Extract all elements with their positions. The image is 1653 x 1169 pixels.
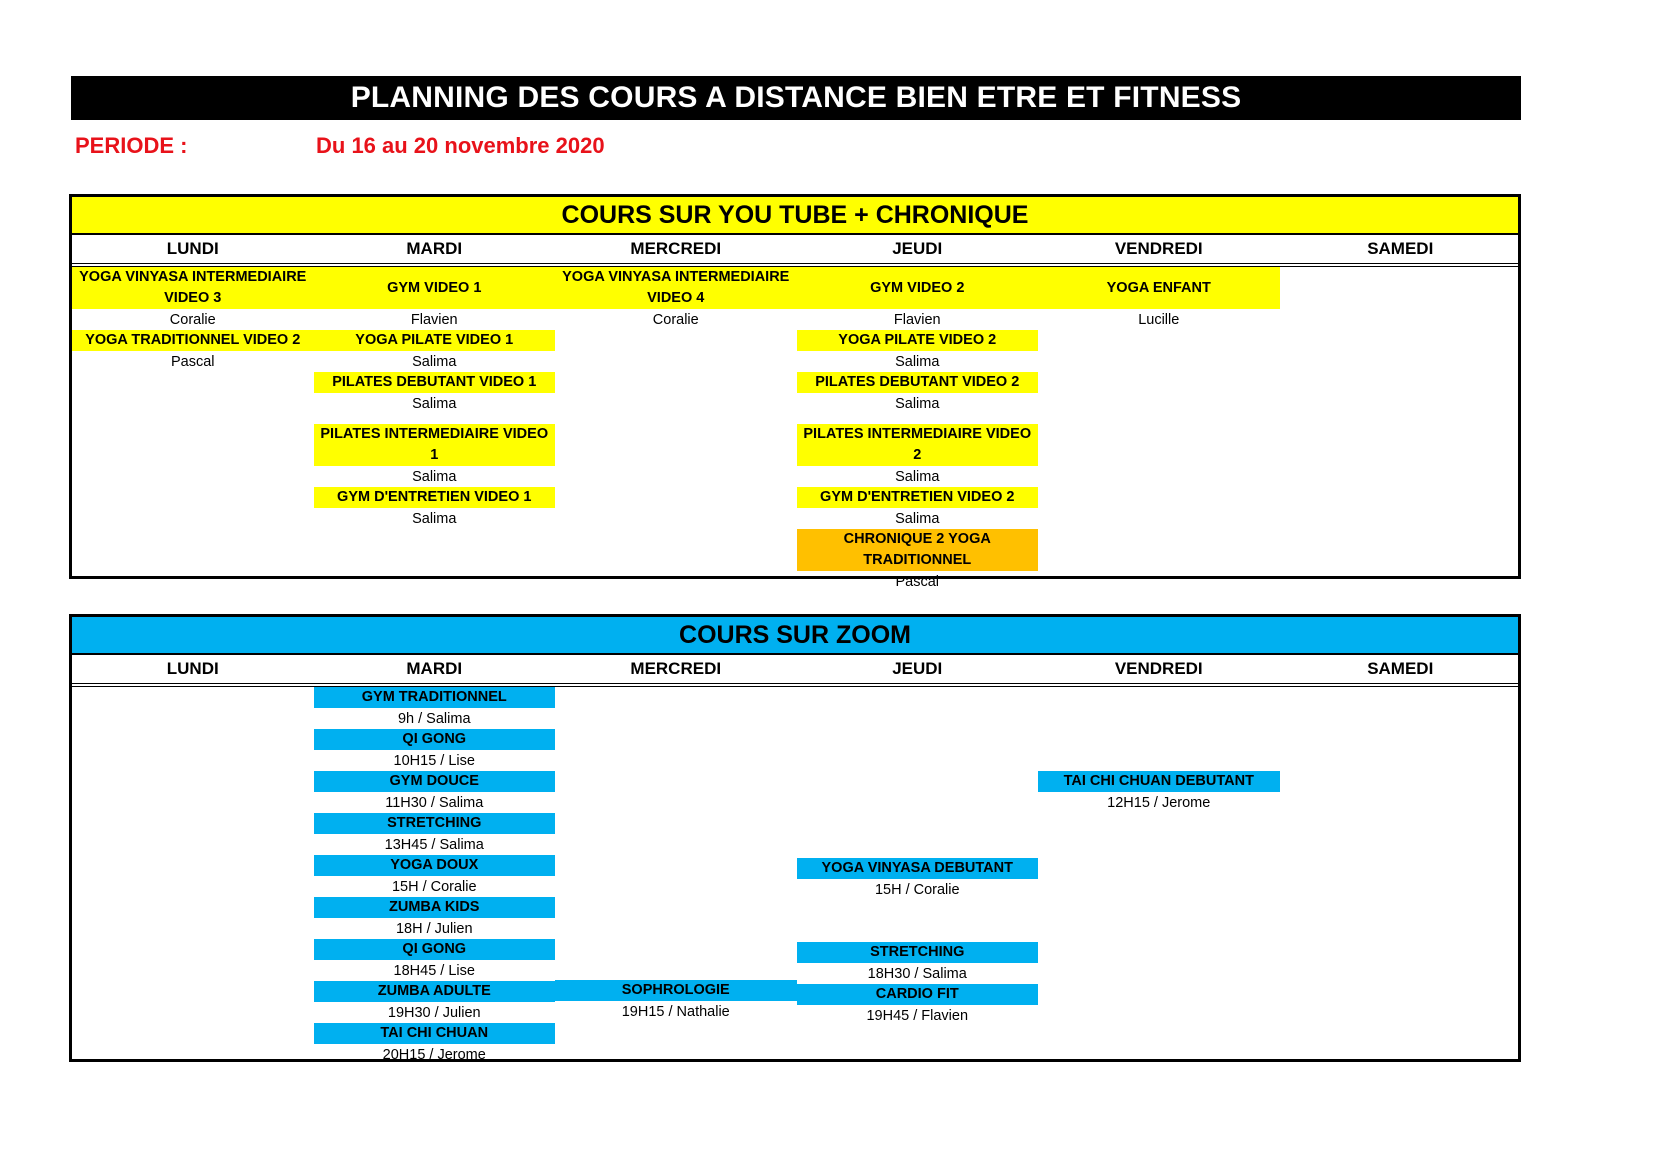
course-info: 19H30 / Julien bbox=[387, 1004, 481, 1021]
course-info: Salima bbox=[412, 510, 457, 527]
course-info: Flavien bbox=[410, 311, 458, 328]
course-info: 12H15 / Jerome bbox=[1107, 794, 1211, 811]
course-info: Coralie bbox=[652, 311, 699, 328]
page-title: PLANNING DES COURS A DISTANCE BIEN ETRE ET FITNESS bbox=[71, 76, 1521, 120]
day-header-vendredi: VENDREDI bbox=[1114, 659, 1203, 678]
course-title: GYM VIDEO 1 bbox=[314, 267, 556, 309]
column-jeudi bbox=[797, 267, 1039, 592]
day-header-mercredi: MERCREDI bbox=[630, 659, 722, 678]
day-header-vendredi: VENDREDI bbox=[1114, 239, 1203, 258]
column-samedi bbox=[1280, 687, 1522, 1065]
course-info: Salima bbox=[412, 468, 457, 485]
course-info: Salima bbox=[412, 353, 457, 370]
zoom-schedule bbox=[69, 614, 1521, 1062]
course-title: YOGA DOUX bbox=[314, 855, 556, 876]
course-title: YOGA VINYASA INTERMEDIAIRE VIDEO 4 bbox=[555, 267, 797, 309]
spacer bbox=[797, 414, 1039, 424]
course-info: Coralie bbox=[169, 311, 216, 328]
course-info: Salima bbox=[895, 468, 940, 485]
schedule-columns bbox=[72, 267, 1518, 592]
course-info: 18H / Julien bbox=[395, 920, 473, 937]
course-info: Lucille bbox=[1138, 311, 1180, 328]
course-title: YOGA PILATE VIDEO 1 bbox=[314, 330, 556, 351]
course-info: 15H / Coralie bbox=[874, 881, 960, 898]
course-info: Flavien bbox=[893, 311, 941, 328]
course-info: Salima bbox=[895, 395, 940, 412]
day-headers bbox=[72, 235, 1518, 267]
course-title: PILATES INTERMEDIAIRE VIDEO 2 bbox=[797, 424, 1039, 466]
course-info: 15H / Coralie bbox=[391, 878, 477, 895]
course-title: ZUMBA KIDS bbox=[314, 897, 556, 918]
column-vendredi bbox=[1038, 687, 1280, 1065]
course-title: GYM TRADITIONNEL bbox=[314, 687, 556, 708]
spacer bbox=[797, 687, 1039, 858]
course-info: Salima bbox=[895, 353, 940, 370]
schedule-columns bbox=[72, 687, 1518, 1065]
course-title: GYM VIDEO 2 bbox=[797, 267, 1039, 309]
course-title: CARDIO FIT bbox=[797, 984, 1039, 1005]
column-jeudi bbox=[797, 687, 1039, 1065]
course-title: QI GONG bbox=[314, 729, 556, 750]
day-headers bbox=[72, 655, 1518, 687]
course-info: 20H15 / Jerome bbox=[382, 1046, 486, 1063]
course-title: QI GONG bbox=[314, 939, 556, 960]
course-info: 18H45 / Lise bbox=[393, 962, 475, 979]
course-title: SOPHROLOGIE bbox=[555, 980, 797, 1001]
section-header: COURS SUR ZOOM bbox=[72, 617, 1518, 655]
column-samedi bbox=[1280, 267, 1522, 592]
column-mercredi bbox=[555, 267, 797, 592]
course-info: 19H15 / Nathalie bbox=[621, 1003, 730, 1020]
day-header-mardi: MARDI bbox=[406, 239, 463, 258]
course-info: Salima bbox=[412, 395, 457, 412]
spacer bbox=[555, 687, 797, 980]
section-header: COURS SUR YOU TUBE + CHRONIQUE bbox=[72, 197, 1518, 235]
course-title: STRETCHING bbox=[314, 813, 556, 834]
course-info: 18H30 / Salima bbox=[867, 965, 967, 982]
column-lundi bbox=[72, 687, 314, 1065]
course-info: Pascal bbox=[895, 573, 940, 590]
spacer bbox=[797, 900, 1039, 942]
course-info: 11H30 / Salima bbox=[385, 794, 484, 811]
course-title: GYM D'ENTRETIEN VIDEO 2 bbox=[797, 487, 1039, 508]
course-title: PILATES DEBUTANT VIDEO 2 bbox=[797, 372, 1039, 393]
course-title: GYM DOUCE bbox=[314, 771, 556, 792]
course-title: GYM D'ENTRETIEN VIDEO 1 bbox=[314, 487, 556, 508]
column-mardi bbox=[314, 687, 556, 1065]
course-title: YOGA PILATE VIDEO 2 bbox=[797, 330, 1039, 351]
column-vendredi bbox=[1038, 267, 1280, 592]
day-header-lundi: LUNDI bbox=[166, 239, 219, 258]
course-info: 9h / Salima bbox=[397, 710, 471, 727]
column-lundi bbox=[72, 267, 314, 592]
day-header-samedi: SAMEDI bbox=[1367, 659, 1434, 678]
course-title: TAI CHI CHUAN bbox=[314, 1023, 556, 1044]
day-header-mardi: MARDI bbox=[406, 659, 463, 678]
course-info: Pascal bbox=[170, 353, 215, 370]
course-title: YOGA VINYASA DEBUTANT bbox=[797, 858, 1039, 879]
spacer bbox=[314, 414, 556, 424]
column-mercredi bbox=[555, 687, 797, 1065]
course-title: STRETCHING bbox=[797, 942, 1039, 963]
day-header-jeudi: JEUDI bbox=[892, 239, 943, 258]
course-info: 13H45 / Salima bbox=[384, 836, 484, 853]
day-header-mercredi: MERCREDI bbox=[630, 239, 722, 258]
course-title: YOGA VINYASA INTERMEDIAIRE VIDEO 3 bbox=[72, 267, 314, 309]
course-info: Salima bbox=[895, 510, 940, 527]
course-title: PILATES INTERMEDIAIRE VIDEO 1 bbox=[314, 424, 556, 466]
periode-label: PERIODE : bbox=[75, 133, 188, 158]
day-header-jeudi: JEUDI bbox=[892, 659, 943, 678]
day-header-samedi: SAMEDI bbox=[1367, 239, 1434, 258]
column-mardi bbox=[314, 267, 556, 592]
day-header-lundi: LUNDI bbox=[166, 659, 219, 678]
course-title: CHRONIQUE 2 YOGA TRADITIONNEL bbox=[797, 529, 1039, 571]
spacer bbox=[1038, 687, 1280, 771]
course-title: YOGA ENFANT bbox=[1038, 267, 1280, 309]
course-info: 19H45 / Flavien bbox=[866, 1007, 969, 1024]
periode-value: Du 16 au 20 novembre 2020 bbox=[316, 133, 605, 158]
youtube-schedule bbox=[69, 194, 1521, 590]
course-title: PILATES DEBUTANT VIDEO 1 bbox=[314, 372, 556, 393]
course-info: 10H15 / Lise bbox=[393, 752, 475, 769]
course-title: TAI CHI CHUAN DEBUTANT bbox=[1038, 771, 1280, 792]
course-title: YOGA TRADITIONNEL VIDEO 2 bbox=[72, 330, 314, 351]
course-title: ZUMBA ADULTE bbox=[314, 981, 556, 1002]
